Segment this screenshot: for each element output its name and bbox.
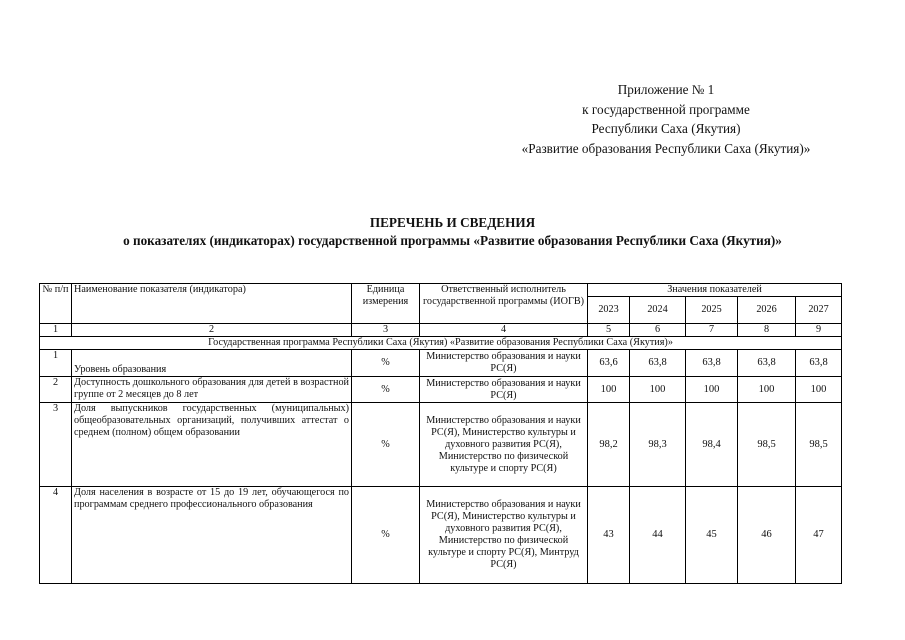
header-year: 2026 xyxy=(738,297,796,324)
header-name: Наименование показателя (индикатора) xyxy=(72,284,352,324)
value-cell: 43 xyxy=(588,487,630,584)
appendix-block xyxy=(480,80,852,158)
document-heading xyxy=(0,214,905,250)
document-subtitle: о показателях (индикаторах) государственной программы «Развитие образования Республики Саха (Якутия)» xyxy=(123,233,782,248)
value-cell: 100 xyxy=(686,377,738,403)
value-cell: 44 xyxy=(630,487,686,584)
value-cell: 63,8 xyxy=(738,350,796,377)
value-cell: 100 xyxy=(796,377,842,403)
indicator-unit: % xyxy=(352,403,420,487)
column-number: 5 xyxy=(588,324,630,337)
table-row xyxy=(40,487,842,584)
value-cell: 98,4 xyxy=(686,403,738,487)
row-number: 3 xyxy=(40,403,72,487)
header-values: Значения показателей xyxy=(588,284,842,297)
value-cell: 98,3 xyxy=(630,403,686,487)
value-cell: 100 xyxy=(588,377,630,403)
column-number: 4 xyxy=(420,324,588,337)
header-num: № п/п xyxy=(40,284,72,324)
value-cell: 46 xyxy=(738,487,796,584)
header-unit: Единица измерения xyxy=(352,284,420,324)
indicator-responsible: Министерство образования и науки РС(Я) xyxy=(420,377,588,403)
program-row xyxy=(40,337,842,350)
appendix-line-1: Приложение № 1 xyxy=(617,82,715,97)
table-row xyxy=(40,403,842,487)
indicator-responsible: Министерство образования и науки РС(Я) xyxy=(420,350,588,377)
column-number: 7 xyxy=(686,324,738,337)
document-title: ПЕРЕЧЕНЬ И СВЕДЕНИЯ xyxy=(369,215,536,230)
value-cell: 63,8 xyxy=(796,350,842,377)
header-year: 2027 xyxy=(796,297,842,324)
row-number: 2 xyxy=(40,377,72,403)
indicator-unit: % xyxy=(352,377,420,403)
value-cell: 45 xyxy=(686,487,738,584)
header-year: 2023 xyxy=(588,297,630,324)
value-cell: 63,8 xyxy=(686,350,738,377)
header-year: 2024 xyxy=(630,297,686,324)
column-number: 3 xyxy=(352,324,420,337)
table-row xyxy=(40,377,842,403)
appendix-line-2: к государственной программе xyxy=(582,101,750,117)
column-number-row xyxy=(40,324,842,337)
value-cell: 98,2 xyxy=(588,403,630,487)
value-cell: 100 xyxy=(738,377,796,403)
column-number: 2 xyxy=(72,324,352,337)
column-number: 8 xyxy=(738,324,796,337)
row-number: 4 xyxy=(40,487,72,584)
value-cell: 98,5 xyxy=(796,403,842,487)
header-row-1 xyxy=(40,284,842,297)
indicator-name: Доступность дошкольного образования для детей в возрастной группе от 2 месяцев до 8 лет xyxy=(72,377,352,403)
value-cell: 63,8 xyxy=(630,350,686,377)
appendix-line-4: «Развитие образования Республики Саха (Якутия)» xyxy=(521,140,811,156)
program-title: Государственная программа Республики Саха (Якутия) «Развитие образования Республики Саха (Якутия)» xyxy=(40,337,842,350)
indicator-unit: % xyxy=(352,350,420,377)
table-row xyxy=(40,350,842,377)
indicators-table xyxy=(39,283,842,584)
indicator-name: Доля населения в возрасте от 15 до 19 лет, обучающегося по программам среднего профессионального образования xyxy=(72,487,352,584)
appendix-line-3: Республики Саха (Якутия) xyxy=(591,121,741,136)
indicator-responsible: Министерство образования и науки РС(Я), Министерство культуры и духовного развития РС(Я), Министерство по физической культуре и спорту РС(Я) xyxy=(420,403,588,487)
indicator-responsible: Министерство образования и науки РС(Я), Министерство культуры и духовного развития РС(Я), Министерство по физической культуре и спорту РС(Я), Минтруд РС(Я) xyxy=(420,487,588,584)
value-cell: 98,5 xyxy=(738,403,796,487)
indicator-name: Доля выпускников государственных (муниципальных) общеобразовательных организаций, получивших аттестат о среднем (полном) общем образовании xyxy=(72,403,352,487)
header-year: 2025 xyxy=(686,297,738,324)
value-cell: 100 xyxy=(630,377,686,403)
value-cell: 63,6 xyxy=(588,350,630,377)
value-cell: 47 xyxy=(796,487,842,584)
column-number: 6 xyxy=(630,324,686,337)
indicator-unit: % xyxy=(352,487,420,584)
row-number: 1 xyxy=(40,350,72,377)
indicator-name: Уровень образования xyxy=(72,350,352,377)
column-number: 9 xyxy=(796,324,842,337)
header-responsible: Ответственный исполнитель государственной программы (ИОГВ) xyxy=(420,284,588,324)
column-number: 1 xyxy=(40,324,72,337)
